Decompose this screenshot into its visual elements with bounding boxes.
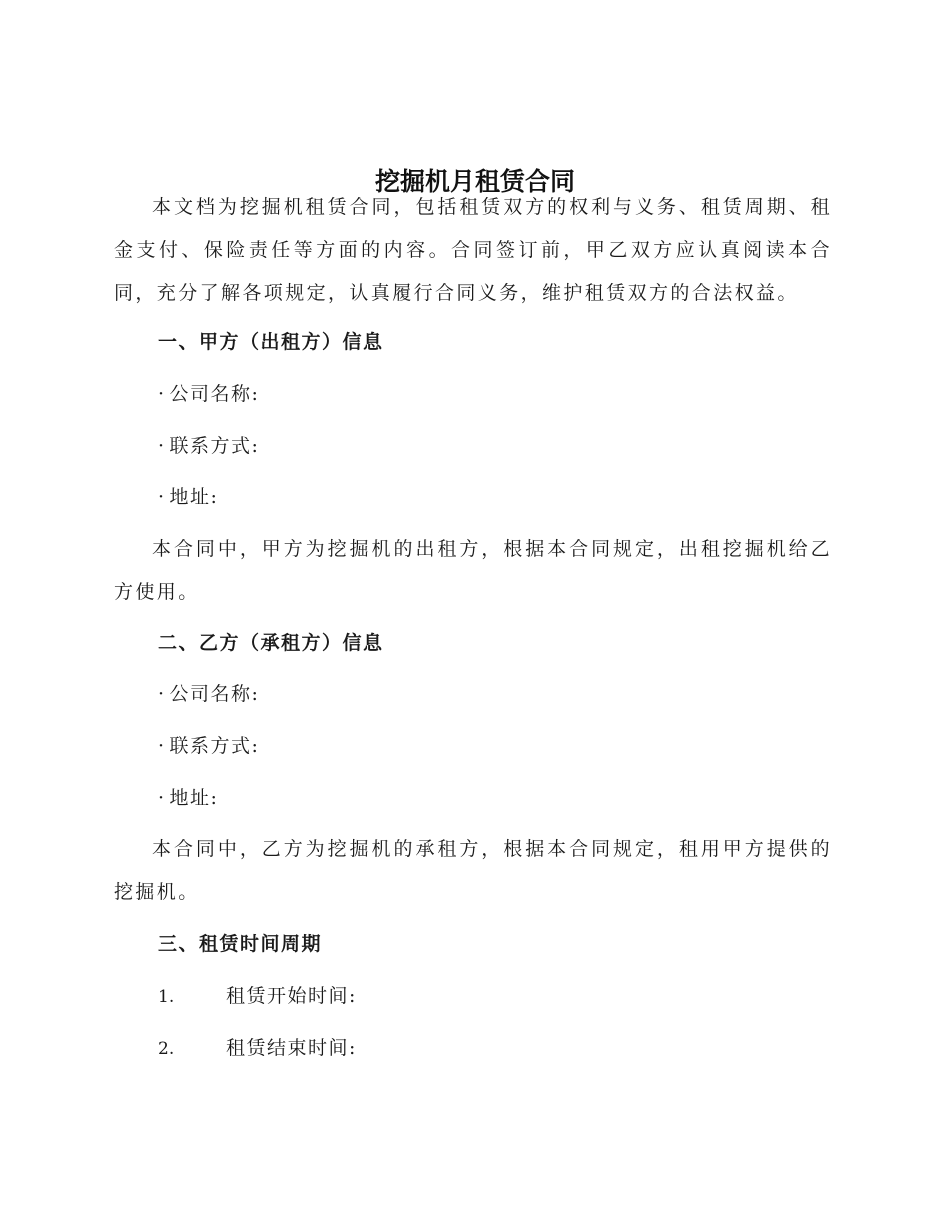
item-label: 租赁结束时间:: [226, 1037, 357, 1059]
bullet-dot: ·: [158, 735, 166, 757]
bullet-dot: ·: [158, 383, 166, 405]
lessor-contact-field: [158, 431, 259, 461]
field-label: 联系方式:: [169, 435, 260, 457]
section-heading-lease-period: 三、租赁时间周期: [158, 933, 323, 955]
field-label: 公司名称:: [169, 683, 260, 705]
section-heading-lessor: 一、甲方（出租方）信息: [158, 331, 384, 353]
bullet-dot: ·: [158, 683, 166, 705]
lessee-description-paragraph: 本合同中，乙方为挖掘机的承租方，根据本合同规定，租用甲方提供的挖掘机。: [114, 838, 832, 903]
field-label: 地址:: [169, 486, 219, 508]
lessee-address-field: [158, 783, 218, 813]
field-label: 公司名称:: [169, 383, 260, 405]
lessor-company-name-field: [158, 379, 259, 409]
field-label: 地址:: [169, 787, 219, 809]
list-number: 1.: [158, 987, 175, 1007]
lessor-description-paragraph: 本合同中，甲方为挖掘机的出租方，根据本合同规定，出租挖掘机给乙方使用。: [114, 538, 832, 603]
field-label: 联系方式:: [169, 735, 260, 757]
lessee-contact-field: [158, 731, 259, 761]
section-heading-lessee: 二、乙方（承租方）信息: [158, 632, 384, 654]
lessor-address-field: [158, 482, 218, 512]
lease-end-item: [158, 1033, 357, 1064]
list-number: 2.: [158, 1039, 175, 1059]
intro-paragraph: 本文档为挖掘机租赁合同，包括租赁双方的权利与义务、租赁周期、租金支付、保险责任等方面的内容。合同签订前，甲乙双方应认真阅读本合同，充分了解各项规定，认真履行合同义务，维护租赁双方的合法权益。: [114, 196, 832, 304]
lessee-company-name-field: [158, 679, 259, 709]
item-label: 租赁开始时间:: [226, 985, 357, 1007]
bullet-dot: ·: [158, 486, 166, 508]
bullet-dot: ·: [158, 787, 166, 809]
bullet-dot: ·: [158, 435, 166, 457]
document-title: 挖掘机月租赁合同: [374, 166, 575, 196]
lease-start-item: [158, 981, 357, 1012]
